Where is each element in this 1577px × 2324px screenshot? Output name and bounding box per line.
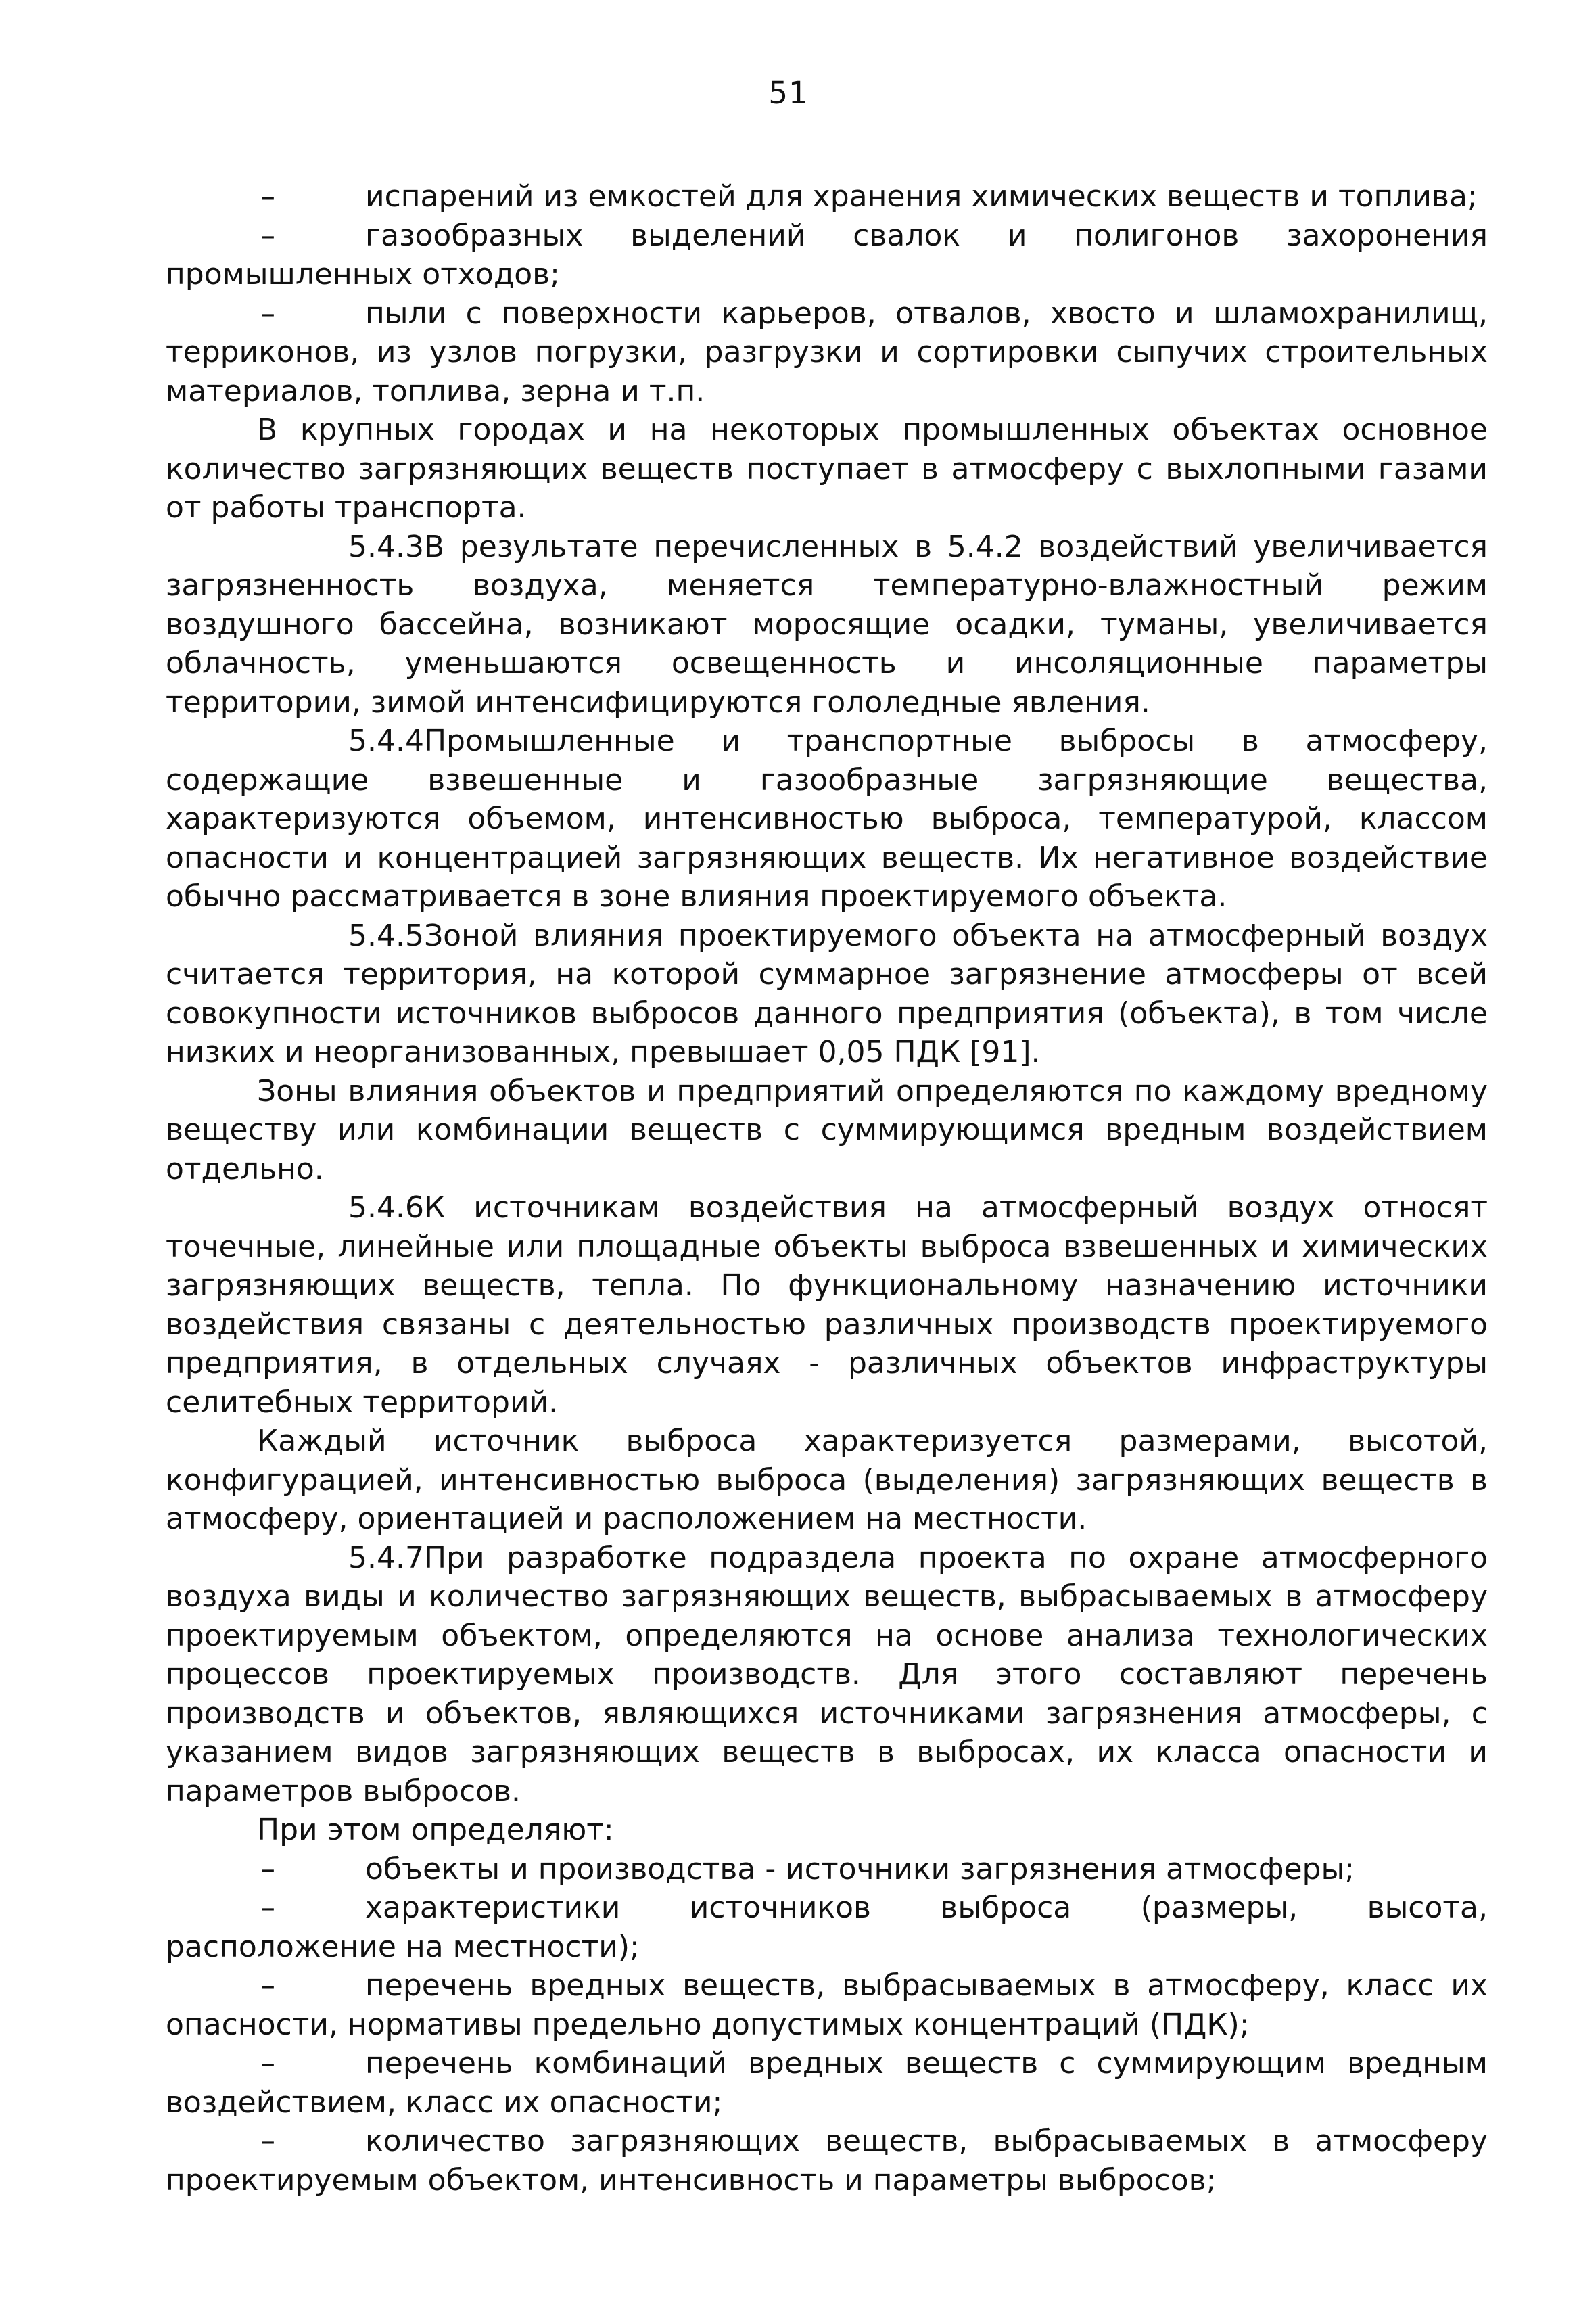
dash-marker: – [260, 1968, 275, 2003]
dash-marker: – [260, 2124, 275, 2158]
section-5-4-4: 5.4.4Промышленные и транспортные выбросы в атмосферу, содержащие взвешенные и газообразные загрязняющие вещества, характеризуются объемом, интенсивностью выброса, температурой, классом опасности и концентрацией загрязняющих веществ. Их негативное воздействие обычно рассматривается в зоне влияния проектируемого объекта. [166, 722, 1488, 916]
section-number: 5.4.3 [348, 529, 424, 564]
list-item: – перечень вредных веществ, выбрасываемых в атмосферу, класс их опасности, нормативы предельно допустимых концентраций (ПДК); [166, 1966, 1488, 2044]
section-5-4-5: 5.4.5Зоной влияния проектируемого объекта на атмосферный воздух считается территория, на которой суммарное загрязнение атмосферы от всей совокупности источников выбросов данного предприятия (объекта), в том числе низких и неорганизованных, превышает 0,05 ПДК [91]. [166, 916, 1488, 1072]
paragraph: Зоны влияния объектов и предприятий определяются по каждому вредному веществу или комбинации веществ с суммирующимся вредным воздействием отдельно. [166, 1073, 1488, 1186]
section-number: 5.4.7 [348, 1540, 424, 1575]
page-number: 51 [768, 75, 809, 111]
section-5-4-7: 5.4.7При разработке подраздела проекта по охране атмосферного воздуха виды и количество загрязняющих веществ, выбрасываемых в атмосферу проектируемым объектом, определяются на основе анализа технологических процессов проектируемых производств. Для этого составляют перечень производств и объектов, являющихся источниками загрязнения атмосферы, с указанием видов загрязняющих веществ в выбросах, их класса опасности и параметров выбросов. [166, 1539, 1488, 1811]
dash-marker: – [260, 218, 275, 253]
list-item: – газообразных выделений свалок и полигонов захоронения промышленных отходов; [166, 216, 1488, 294]
body-text [166, 177, 1488, 2200]
paragraph: Каждый источник выброса характеризуется размерами, высотой, конфигурацией, интенсивностью выброса (выделения) загрязняющих веществ в атмосферу, ориентацией и расположением на местности. [166, 1424, 1488, 1536]
dash-marker: – [260, 2046, 275, 2081]
dash-marker: – [260, 179, 275, 214]
list-item: – объекты и производства - источники загрязнения атмосферы; [166, 1850, 1488, 1889]
dash-marker: – [260, 1890, 275, 1925]
dash-marker: – [260, 296, 275, 331]
section-number: 5.4.5 [348, 918, 424, 953]
dash-marker: – [260, 1851, 275, 1886]
section-5-4-6: 5.4.6К источникам воздействия на атмосферный воздух относят точечные, линейные или площадные объекты выброса взвешенных и химических загрязняющих веществ, тепла. По функциональному назначению источники воздействия связаны с деятельностью различных производств проектируемого предприятия, в отдельных случаях - различных объектов инфраструктуры селитебных территорий. [166, 1188, 1488, 1422]
list-item: – количество загрязняющих веществ, выбрасываемых в атмосферу проектируемым объектом, интенсивность и параметры выбросов; [166, 2122, 1488, 2200]
list-item: – пыли с поверхности карьеров, отвалов, хвосто и шламохранилищ, терриконов, из узлов погрузки, разгрузки и сортировки сыпучих строительных материалов, топлива, зерна и т.п. [166, 294, 1488, 411]
section-number: 5.4.4 [348, 724, 424, 758]
list-item: – перечень комбинаций вредных веществ с суммирующим вредным воздействием, класс их опасности; [166, 2044, 1488, 2122]
section-number: 5.4.6 [348, 1190, 424, 1225]
list-item: – испарений из емкостей для хранения химических веществ и топлива; [166, 177, 1488, 216]
section-5-4-3: 5.4.3В результате перечисленных в 5.4.2 воздействий увеличивается загрязненность воздуха, меняется температурно-влажностный режим воздушного бассейна, возникают моросящие осадки, туманы, увеличивается облачность, уменьшаются освещенность и инсоляционные параметры территории, зимой интенсифицируются гололедные явления. [166, 528, 1488, 722]
paragraph: В крупных городах и на некоторых промышленных объектах основное количество загрязняющих веществ поступает в атмосферу с выхлопными газами от работы транспорта. [166, 413, 1488, 525]
list-item: – характеристики источников выброса (размеры, высота, расположение на местности); [166, 1888, 1488, 1966]
paragraph: При этом определяют: [257, 1813, 614, 1847]
